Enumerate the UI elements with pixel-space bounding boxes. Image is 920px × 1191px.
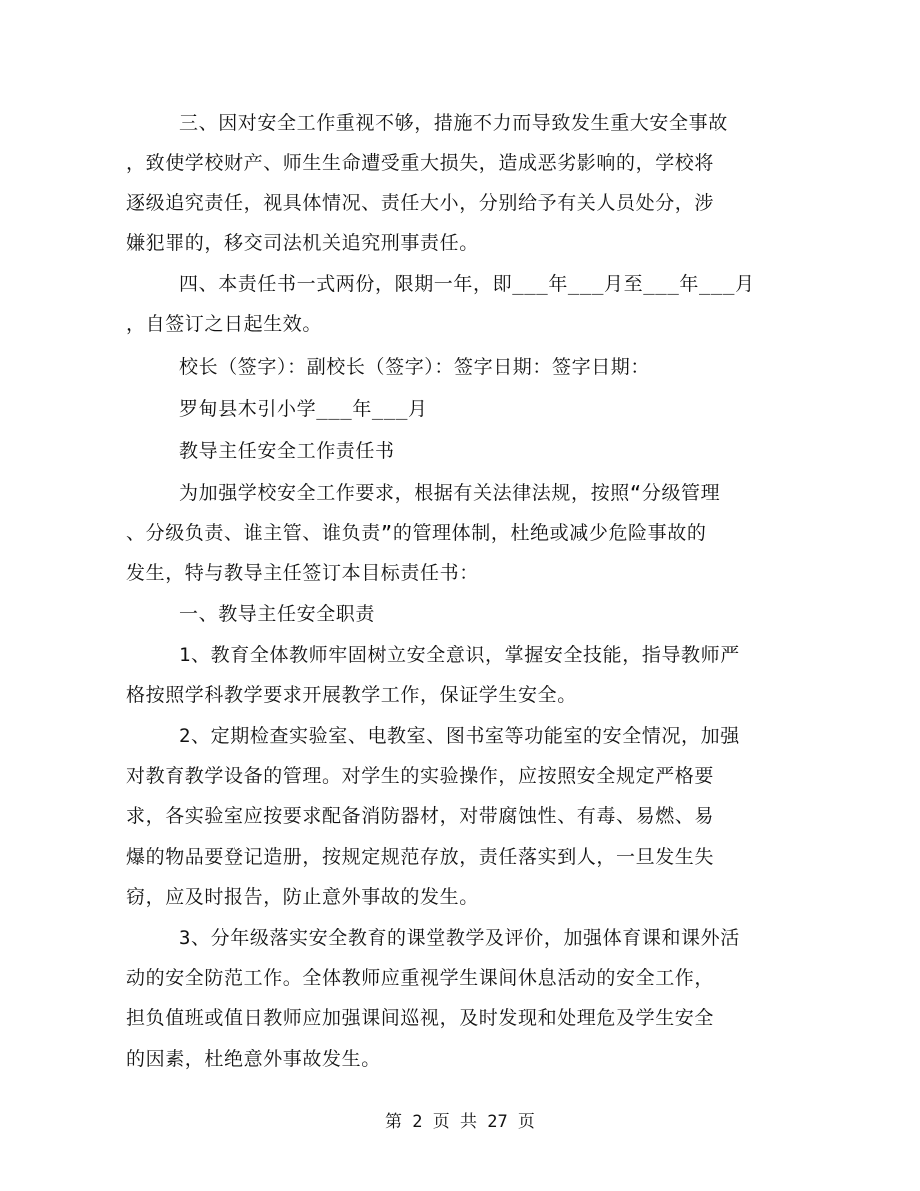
text-line: 格按照学科教学要求开展教学工作，保证学生安全。	[126, 684, 577, 706]
text-line: ，致使学校财产、师生生命遭受重大损失，造成恶劣影响的，学校将	[126, 152, 715, 174]
text-line: 担负值班或值日教师应加强课间巡视，及时发现和处理危及学生安全	[126, 1007, 715, 1029]
text-line: 、分级负责、谁主管、谁负责”的管理体制，杜绝或减少危险事故的	[126, 522, 707, 544]
text-line: 发生，特与教导主任签订本目标责任书：	[126, 562, 479, 584]
page-number-footer: 第 2 页 共 27 页	[385, 1112, 535, 1132]
signature-line: 校长（签字）：副校长（签字）：签字日期：签字日期：	[179, 356, 651, 378]
text-line: 2、定期检查实验室、电教室、图书室等功能室的安全情况，加强	[179, 725, 740, 747]
text-line: 嫌犯罪的，移交司法机关追究刑事责任。	[126, 232, 479, 254]
text-line: 3、分年级落实安全教育的课堂教学及评价，加强体育课和课外活	[179, 927, 740, 949]
section-title: 教导主任安全工作责任书	[179, 440, 395, 462]
text-line: 对教育教学设备的管理。对学生的实验操作，应按照安全规定严格要	[126, 765, 715, 787]
text-line: 的因素，杜绝意外事故发生。	[126, 1048, 381, 1070]
text-line: 动的安全防范工作。全体教师应重视学生课间休息活动的安全工作，	[126, 967, 715, 989]
text-line: 三、因对安全工作重视不够，措施不力而导致发生重大安全事故	[179, 112, 728, 134]
subsection-title: 一、教导主任安全职责	[179, 603, 376, 625]
text-line: 四、本责任书一式两份，限期一年，即___年___月至___年___月	[179, 273, 755, 295]
text-line: 1、教育全体教师牢固树立安全意识，掌握安全技能，指导教师严	[179, 644, 740, 666]
text-line: 为加强学校安全工作要求，根据有关法律法规，按照“分级管理	[179, 482, 721, 504]
text-line: 爆的物品要登记造册，按规定规范存放，责任落实到人，一旦发生失	[126, 846, 715, 868]
text-line: 窃，应及时报告，防止意外事故的发生。	[126, 886, 479, 908]
school-date-line: 罗甸县木引小学___年___月	[179, 398, 428, 420]
text-line: ，自签订之日起生效。	[126, 313, 323, 335]
text-line: 逐级追究责任，视具体情况、责任大小，分别给予有关人员处分，涉	[126, 192, 715, 214]
text-line: 求，各实验室应按要求配备消防器材，对带腐蚀性、有毒、易燃、易	[126, 805, 715, 827]
